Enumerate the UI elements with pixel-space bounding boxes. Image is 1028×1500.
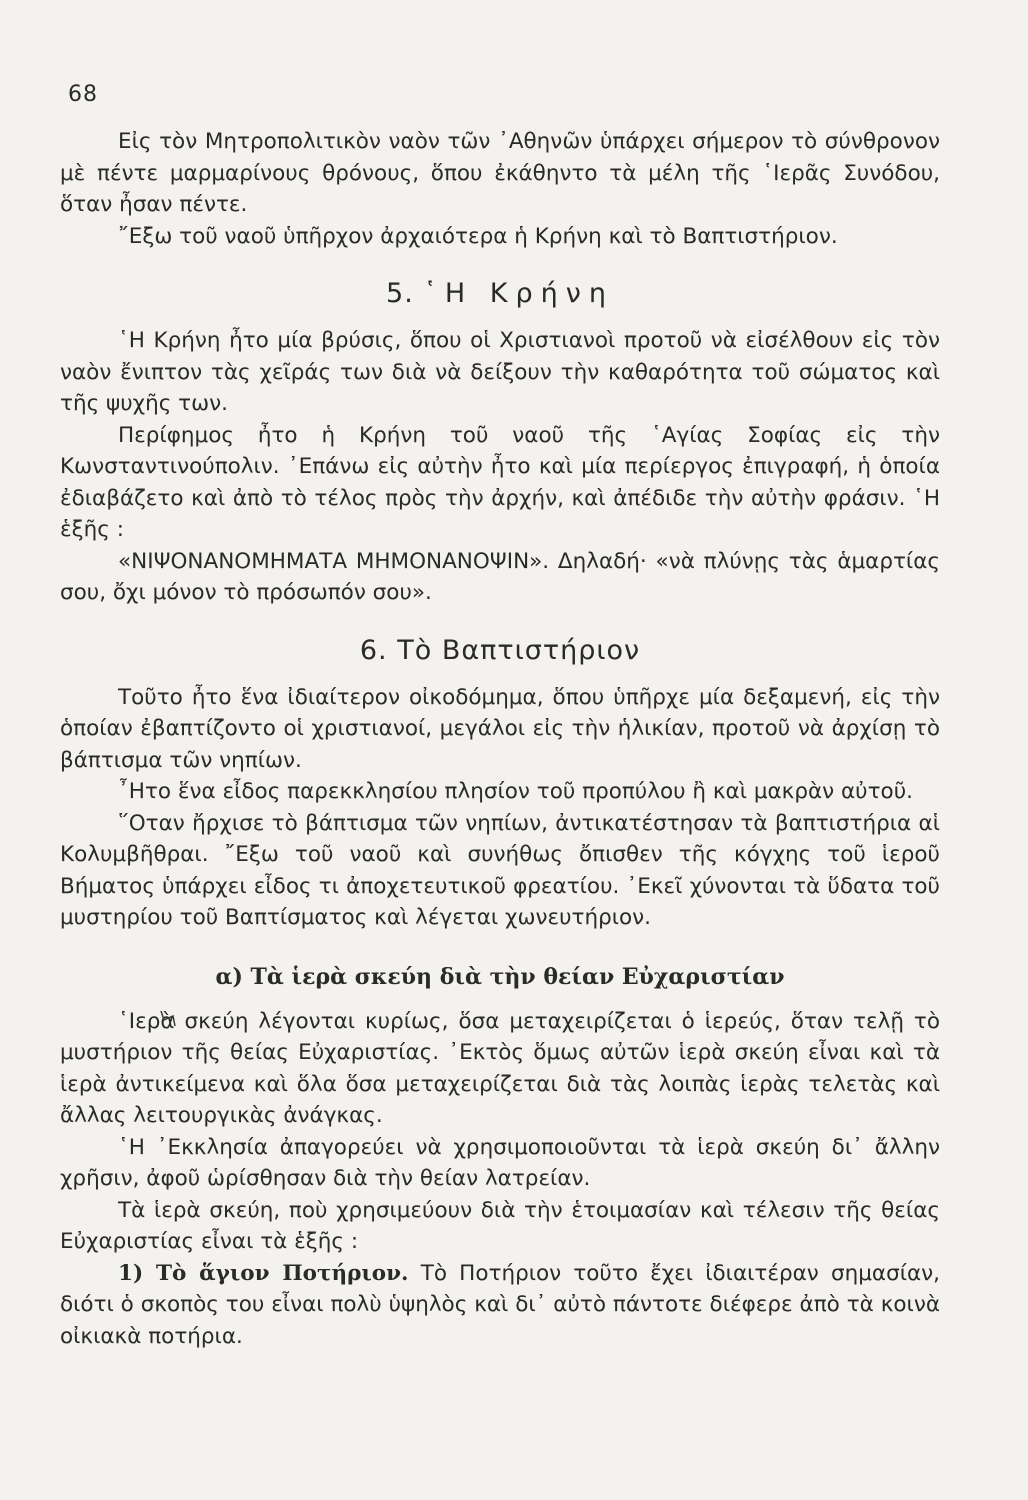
section-title: ῾Η Κρήνη <box>423 278 614 309</box>
section-title: Τὸ Βαπτιστήριον <box>397 634 641 666</box>
paragraph: ῾Η Κρήνη ἦτο μία βρύσις, ὅπου οἱ Χριστιανοὶ προτοῦ νὰ εἰσέλθουν εἰς τὸν ναὸν ἔνιπτον τὰς χεῖράς των διὰ νὰ δείξουν τὴν καθαρότητα τοῦ σώματος καὶ τῆς ψυχῆς των. <box>60 328 940 416</box>
paragraph: Περίφημος ἦτο ἡ Κρήνη τοῦ ναοῦ τῆς ῾Αγίας Σοφίας εἰς τὴν Κωνσταντινούπολιν. ᾿Επάνω εἰς αὐτὴν ἦτο καὶ μία περίεργος ἐπιγραφή, ἡ ὁποία ἐδιαβάζετο καὶ ἀπὸ τὸ τέλος πρὸς τὴν ἀρχήν, καὶ ἀπέδιδε τὴν αὐτὴν φράσιν. ῾Η ἑξῆς : <box>60 422 940 542</box>
page-body <box>60 126 940 1352</box>
subsection-title: α) Τὰ ἱερὰ σκεύη διὰ τὴν θείαν Εὐχαριστίαν <box>215 963 785 990</box>
pencil-mark-icon <box>158 1008 178 1028</box>
section-heading <box>60 278 940 309</box>
page-number: 68 <box>68 82 98 107</box>
section-heading <box>60 635 940 666</box>
paragraph: ῞Οταν ἤρχισε τὸ βάπτισμα τῶν νηπίων, ἀντικατέστησαν τὰ βαπτιστήρια αἱ Κολυμβῆθραι. ῎Εξω τοῦ ναοῦ καὶ συνήθως ὄπισθεν τῆς κόγχης τοῦ ἱεροῦ Βήματος ὑπάρχει εἶδος τι ἀποχετευτικοῦ φρεατίου. ᾿Εκεῖ χύνονται τὰ ὕδατα τοῦ μυστηρίου τοῦ Βαπτίσματος καὶ λέγεται χωνευτήριον. <box>60 810 940 930</box>
item-text: Τὸ Ποτήριον τοῦτο ἔχει ἰδιαιτέραν σημασίαν, διότι ὁ σκοπὸς του εἶναι πολὺ ὑψηλὸς καὶ δι᾿ αὐτὸ πάντοτε διέφερε ἀπὸ τὰ κοινὰ οἰκιακὰ ποτήρια. <box>60 1260 941 1349</box>
section-number: 6. <box>359 634 388 666</box>
paragraph: ῾Η ᾿Εκκλησία ἀπαγορεύει νὰ χρησιμοποιοῦνται τὰ ἱερὰ σκεύη δι᾿ ἄλλην χρῆσιν, ἀφοῦ ὡρίσθησαν διὰ τὴν θείαν λατρείαν. <box>60 1134 940 1191</box>
item-title: 1) Τὸ ἅγιον Ποτήριον. <box>118 1260 409 1286</box>
paragraph: ῏Ητο ἕνα εἶδος παρεκκλησίου πλησίον τοῦ προπύλου ἢ καὶ μακρὰν αὐτοῦ. <box>118 779 913 804</box>
paragraph: ῾Ιερὰ σκεύη λέγονται κυρίως, ὅσα μεταχειρίζεται ὁ ἱερεύς, ὅταν τελῇ τὸ μυστήριον τῆς θείας Εὐχαριστίας. ᾿Εκτὸς ὅμως αὐτῶν ἱερὰ σκεύη εἶναι καὶ τὰ ἱερὰ ἀντικείμενα καὶ ὅλα ὅσα μεταχειρίζεται διὰ τὰς λοιπὰς ἱερὰς τελετὰς καὶ ἄλλας λειτουργικὰς ἀνάγκας. <box>60 1008 940 1128</box>
list-item <box>60 1258 940 1353</box>
section-number: 5. <box>386 278 414 309</box>
paragraph: Τοῦτο ἦτο ἕνα ἰδιαίτερον οἰκοδόμημα, ὅπου ὑπῆρχε μία δεξαμενή, εἰς τὴν ὁποίαν ἐβαπτίζοντο οἱ χριστιανοί, μεγάλοι εἰς τὴν ἡλικίαν, προτοῦ νὰ ἀρχίσῃ τὸ βάπτισμα τῶν νηπίων. <box>60 684 940 773</box>
paragraph: «ΝΙΨΟΝΑΝΟΜΗΜΑΤΑ ΜΗΜΟΝΑΝΟΨΙΝ». Δηλαδή· «νὰ πλύνῃς τὰς ἁμαρτίας σου, ὄχι μόνον τὸ πρόσωπόν σου». <box>60 548 940 605</box>
paragraph: Εἰς τὸν Μητροπολιτικὸν ναὸν τῶν ᾿Αθηνῶν ὑπάρχει σήμερον τὸ σύνθρονον μὲ πέντε μαρμαρίνους θρόνους, ὅπου ἐκάθηντο τὰ μέλη τῆς ῾Ιερᾶς Συνόδου, ὅταν ἦσαν πέντε. <box>60 129 940 217</box>
paragraph: Τὰ ἱερὰ σκεύη, ποὺ χρησιμεύουν διὰ τὴν ἑτοιμασίαν καὶ τέλεσιν τῆς θείας Εὐχαριστίας εἶναι τὰ ἑξῆς : <box>60 1197 940 1254</box>
paragraph: ῎Εξω τοῦ ναοῦ ὑπῆρχον ἀρχαιότερα ἡ Κρήνη καὶ τὸ Βαπτιστήριον. <box>118 223 838 249</box>
